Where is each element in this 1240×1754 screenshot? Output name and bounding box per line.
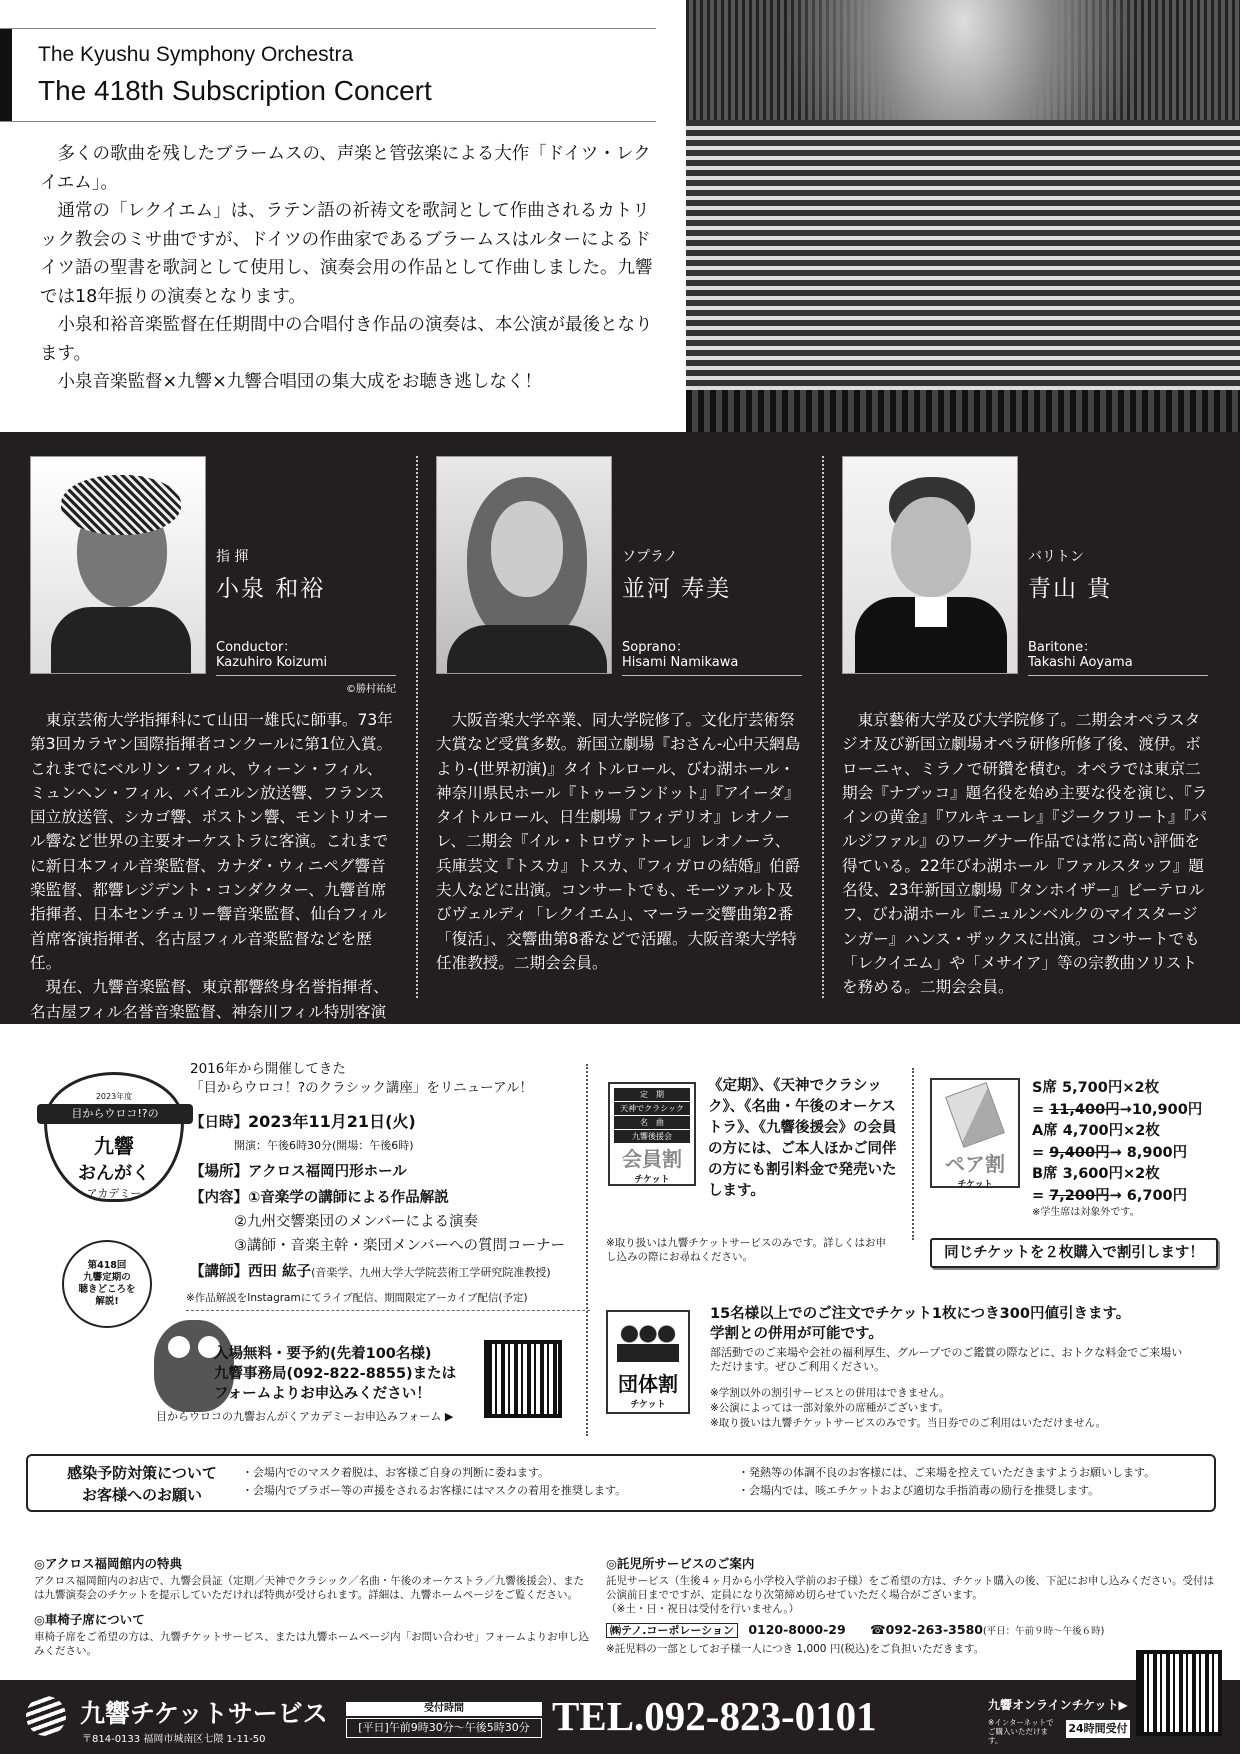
concert-title: The 418th Subscription Concert [38,75,432,106]
group-discount-notes: ※学割以外の割引サービスとの併用はできません。 ※公演によっては一部対象外の席種がございます。 ※取り扱いは九響チケットサービスのみです。当日券でのご利用はいただけません。 [710,1387,1107,1429]
academy-place: 【場所】アクロス福岡円形ホール [190,1164,407,1180]
infection-guidelines-left: ・会場内でのマスク着脱は、お客様ご自身の判断に委ねます。 ・会場内でブラボー等の声援をされるお客様にはマスクの着用を推奨します。 [242,1466,627,1497]
childcare-contact: ㈱テノ.コーポレーション 0120-8000-29 ☎092-263-3580(平日：午前９時～午後６時) [606,1622,1104,1638]
orchestra-name: The Kyushu Symphony Orchestra [38,43,354,66]
ticket-qr-code[interactable] [1136,1650,1222,1736]
across-benefits-heading: ◎アクロス福岡館内の特典 [34,1556,183,1571]
academy-note: ※作品解説をInstagramにてライブ配信、期間限定アーカイブ配信(予定) [186,1292,528,1304]
group-discount-text: 15名様以上でのご注文でチケット1枚につき300円値引きます。 学割との併用が可能です。 [710,1306,1131,1342]
infection-title: 感染予防対策について お客様へのお願い [67,1464,217,1504]
academy-content-item: ②九州交響楽団のメンバーによる演奏 [234,1214,478,1230]
pair-discount-banner: 同じチケットを２枚購入で割引します！ [930,1238,1218,1268]
performer-baritone [842,456,1212,998]
academy-date: 【日時】2023年11月21日(火) [190,1112,416,1131]
member-discount-text: 《定期》、《天神でクラシック》、《名曲・午後のオーケストラ》、《九響後援会》の会員の方には、ご本人ほかご同伴の方にも割引料金で発売いたします。 [708,1078,897,1199]
across-benefits-text: アクロス福岡館内のお店で、九響会員証（定期／天神でクラシック／名曲・午後のオーケストラ／九響後援会）、または九響演奏会のチケットを提示していただければ特典が受けられます。詳細は、九響ホームページをご覧ください。 [34,1575,585,1601]
childcare-heading: ◎託児所サービスのご案内 [606,1556,755,1571]
wheelchair-heading: ◎車椅子席について [34,1612,145,1627]
academy-apply-info: 入場無料・要予約(先着100名様) 九響事務局(092-822-8855)または フォームよりお申込みください！ [214,1346,457,1402]
wheelchair-text: 車椅子席をご希望の方は、九響チケットサービス、または九響ホームページ内「お問い合わせ」フォームよりお申し込みください。 [34,1631,590,1657]
group-discount-detail: 部活動でのご来場や会社の福利厚生、グループでのご鑑賞の際などに、おトクな料金でご来場いただけます。ぜひご利用ください。 [710,1346,1183,1373]
performer-english-name: Soprano： Hisami Namikawa [622,640,739,670]
online-24h-badge: 24時間受付 [1066,1720,1130,1738]
hours-text: [平日]午前9時30分～午後5時30分 [346,1718,542,1738]
speech-bubble: 第418回 九響定期の 聴きどころを 解説! [62,1240,152,1328]
intro-paragraph: 多くの歌曲を残したブラームスの、声楽と管弦楽による大作「ドイツ・レクイエム」。 [40,144,651,193]
header-accent-bar [0,29,12,121]
performer-english-name: Conductor： Kazuhiro Koizumi [216,640,328,670]
performer-name: 並河 寿美 [622,576,732,602]
childcare-text: 託児サービス（生後４ヶ月から小学校入学前のお子様）をご希望の方は、チケット購入の後、下記にお申し込みください。受付は公演前日までですが、定員になり次第締め切らせていただく場合がございます。 （※土・日・祝日は受付を行いません。） [606,1575,1215,1615]
column-divider [416,456,418,998]
ticket-phone-number[interactable]: TEL.092-823-0101 [552,1693,877,1739]
concert-header [0,28,656,122]
performer-role: バリトン [1028,549,1084,565]
infection-guidelines-right: ・発熱等の体調不良のお客様には、ご来場を控えていただきますようお願いします。 ・会場内では、咳エチケットおよび適切な手指消毒の励行を推奨します。 [738,1466,1156,1497]
member-discount-note: ※取り扱いは九響チケットサービスのみです。詳しくはお申し込みの際にお尋ねください。 [606,1237,887,1263]
infection-prevention-box [26,1454,1216,1512]
section-divider [586,1064,588,1436]
music-academy-section [28,1052,586,1432]
performer-name: 青山 貴 [1028,576,1113,602]
performer-soprano [436,456,806,998]
ticket-service-name: 九響チケットサービス [80,1699,328,1728]
people-icon [617,1322,679,1362]
online-ticket-link[interactable]: 九響オンラインチケット▶ [988,1698,1128,1712]
soprano-photo [436,456,612,674]
baritone-photo [842,456,1018,674]
ticket-service-footer [0,1680,1240,1754]
group-discount-badge: 団体割 チケット [606,1310,690,1414]
performer-bio: 東京藝術大学及び大学院修了。二期会オペラスタジオ及び新国立劇場オペラ研修所修了後、渡伊。ボローニャ、ミラノで研鑽を積む。オペラでは東京二期会『ナブッコ』題名役を始め主要な役を演じ、『ラインの黄金』『ワルキューレ』『ジークフリート』『パルジファル』のワーグナー作品では常に高い評価を得ている。22年びわ湖ホール『ファルスタッフ』題名役、23年新国立劇場『タンホイザー』ビーテロルフ、びわ湖ホール『ニュルンベルクのマイスタージンガー』ハンス・ザックスに出演。コンサートでも「レクイエム」や「メサイア」等の宗教曲ソリストを務める。二期会会員。 [842,711,1208,997]
member-discount-badge: 定 期 天神でクラシック 名 曲 九響後援会 会員割 チケット [608,1082,696,1186]
intro-paragraph: 小泉音楽監督×九響×九響合唱団の集大成をお聴き逃しなく！ [57,372,542,392]
ticket-service-address: 〒814-0133 福岡市城南区七隈 1-11-50 [82,1734,266,1745]
performer-bio: 大阪音楽大学卒業、同大学院修了。文化庁芸術祭大賞など受賞多数。新国立劇場『おさん-心中天網島より-(世界初演)』タイトルロール、びわ湖ホール・神奈川県民ホール『トゥーランドット』『アイーダ』タイトルロール、日生劇場『フィデリオ』レオノーレ、二期会『イル・トロヴァトーレ』レオノーラ、兵庫芸文『トスカ』トスカ、『フィガロの結婚』伯爵夫人などに出演。コンサートでも、モーツァルト及びヴェルディ「レクイエム」、マーラー交響曲第2番「復活」、交響曲第8番などで活躍。大阪音楽大学特任准教授。二期会会員。 [436,711,801,972]
academy-content-item: ③講師・音楽主幹・楽団メンバーへの質問コーナー [234,1238,565,1254]
performer-conductor [30,456,400,1045]
hours-label: 受付時間 [346,1702,542,1716]
kyushu-symphony-logo-icon [26,1696,66,1736]
academy-content: 【内容】①音楽学の講師による作品解説 [190,1190,449,1206]
performer-role: 指 揮 [216,549,249,565]
academy-lecturer: 【講師】西田 紘子(音楽学、九州大学大学院芸術工学研究院准教授) [190,1264,551,1280]
conductor-photo [30,456,206,674]
academy-form-link[interactable]: 目からウロコの九響おんがくアカデミーお申込みフォーム ▶ [156,1410,454,1423]
performers-band [0,432,1240,1045]
section-divider [912,1068,914,1240]
performer-bio: 東京芸術大学指揮科にて山田一雄氏に師事。73年第3回カラヤン国際指揮者コンクールに第1位入賞。これまでにベルリン・フィル、ウィーン・フィル、ミュンヘン・フィル、バイエルン放送響、フランス国立放送管、シカゴ響、ボストン響、モントリオール響など世界の主要オーケストラに客演。これまでに新日本フィル音楽監督、カナダ・ウィニペグ響音楽監督、都響レジデント・コンダクター、九響首席指揮者、日本センチュリー響音楽監督、仙台フィル首席客演指揮者、名古屋フィル音楽監督などを歴任。 現在、九響音楽監督、東京都響終身名誉指揮者、名古屋フィル名誉音楽監督、神奈川フィル特別客演指揮者。 [30,711,393,1045]
column-divider [822,456,824,998]
intro-paragraph: 通常の「レクイエム」は、ラテン語の祈祷文を歌詞として作曲されるカトリック教会のミサ曲ですが、ドイツの作曲家であるブラームスはルターによるドイツ語の聖書を歌詞として使用し、演奏会用の作品として作曲しました。九響では18年振りの演奏となります。 [40,201,653,307]
academy-qr-code[interactable] [484,1340,562,1418]
stage-choir-image [686,120,1240,390]
childcare-fee-note: ※託児料の一部としてお子様一人につき 1,000 円(税込)をご負担いただきます。 [606,1643,985,1655]
pair-prices: S席 5,700円×2枚 = 11,400円→10,900円 A席 4,700円×2枚 = 9,400円→ 8,900円 B席 3,600円×2枚 = 7,200円→ 6,700円 ※学生席は対象外です。 [1032,1080,1203,1218]
performer-role: ソプラノ [622,549,678,565]
photo-credit: ©勝村祐紀 [346,684,396,695]
pair-discount-badge: ペア割 チケット [930,1078,1020,1188]
academy-intro: 2016年から開催してきた 「目からウロコ！?のクラシック講座」をリニューアル！ [190,1061,533,1096]
academy-time: 開演：午後6時30分(開場：午後6時) [234,1139,414,1152]
academy-badge: 2023年度 目からウロコ!?の 九響 おんがく アカデミー [44,1072,184,1202]
intro-paragraph: 小泉和裕音楽監督在任期間中の合唱付き作品の演奏は、本公演が最後となります。 [40,315,653,364]
intro-text [40,140,660,397]
performer-name: 小泉 和裕 [216,576,326,602]
online-ticket-note: ※インターネットでご購入いただけます。 [988,1718,1054,1745]
performer-english-name: Baritone： Takashi Aoyama [1028,640,1133,670]
hall-floor-image [686,390,1240,432]
concert-hall-photo [686,0,1240,432]
